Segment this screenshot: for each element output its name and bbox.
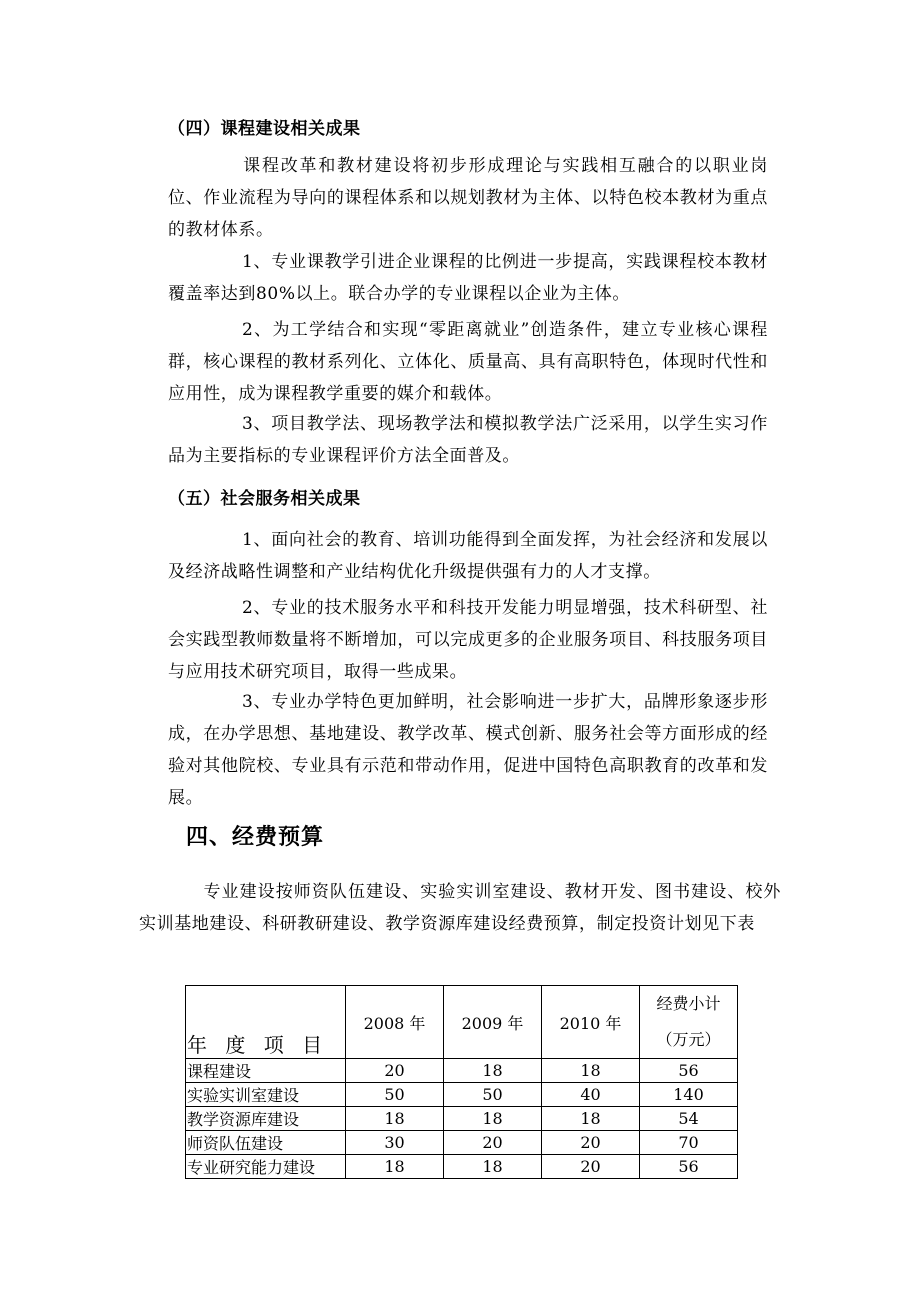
row-item: 教学资源库建设: [186, 1107, 346, 1131]
subtotal-header: [640, 986, 738, 1059]
budget-intro-text: 专业建设按师资队伍建设、实验实训室建设、教材开发、图书建设、校外实训基地建设、科研教研建设、教学资源库建设经费预算，制定投资计划见下表: [139, 882, 781, 934]
table-row: [186, 1107, 738, 1131]
service-item-1-text: 1、面向社会的教育、培训功能得到全面发挥，为社会经济和发展以及经济战略性调整和产业结构优化升级提供强有力的人才支撑。: [168, 530, 768, 582]
service-results-heading: （五）社会服务相关成果: [168, 489, 361, 509]
row-total: 56: [640, 1059, 738, 1083]
table-row: [186, 1059, 738, 1083]
row-total: 54: [640, 1107, 738, 1131]
budget-heading: 四、经费预算: [186, 825, 325, 850]
budget-table: [185, 985, 738, 1179]
service-item-3-text: 3、专业办学特色更加鲜明，社会影响进一步扩大，品牌形象逐步形成，在办学思想、基地建设、教学改革、模式创新、服务社会等方面形成的经验对其他院校、专业具有示范和带动作用，促进中国特色高职教育的改革和发展。: [168, 692, 768, 808]
row-2009: 18: [444, 1059, 542, 1083]
row-2009: 18: [444, 1155, 542, 1179]
course-item-2: [168, 314, 768, 410]
course-item-1-text: 1、专业课教学引进企业课程的比例进一步提高，实践课程校本教材覆盖率达到80%以上。联合办学的专业课程以企业为主体。: [168, 252, 768, 304]
course-item-2-text: 2、为工学结合和实现“零距离就业”创造条件，建立专业核心课程群，核心课程的教材系列化、立体化、质量高、具有高职特色，体现时代性和应用性，成为课程教学重要的媒介和载体。: [168, 320, 768, 404]
row-item: 实验实训室建设: [186, 1083, 346, 1107]
budget-intro-paragraph: [139, 876, 781, 940]
service-item-1: [168, 524, 768, 588]
row-2009: 50: [444, 1083, 542, 1107]
table-row: [186, 1155, 738, 1179]
course-item-3-text: 3、项目教学法、现场教学法和模拟教学法广泛采用，以学生实习作品为主要指标的专业课程评价方法全面普及。: [168, 414, 768, 466]
row-2008: 18: [346, 1155, 444, 1179]
year-2008-header: 2008 年: [346, 986, 444, 1059]
row-total: 70: [640, 1131, 738, 1155]
subtotal-unit: （万元）: [656, 1030, 721, 1049]
course-item-1: [168, 246, 768, 310]
row-2008: 30: [346, 1131, 444, 1155]
row-2008: 50: [346, 1083, 444, 1107]
year-2010-header: 2010 年: [542, 986, 640, 1059]
row-2010: 40: [542, 1083, 640, 1107]
row-total: 56: [640, 1155, 738, 1179]
course-intro-text: 课程改革和教材建设将初步形成理论与实践相互融合的以职业岗位、作业流程为导向的课程体系和以规划教材为主体、以特色校本教材为重点的教材体系。: [168, 156, 768, 240]
row-item: 专业研究能力建设: [186, 1155, 346, 1179]
table-row: [186, 1083, 738, 1107]
service-item-2: [168, 592, 768, 688]
course-item-3: [168, 408, 768, 472]
row-2009: 18: [444, 1107, 542, 1131]
service-item-2-text: 2、专业的技术服务水平和科技开发能力明显增强，技术科研型、社会实践型教师数量将不断增加，可以完成更多的企业服务项目、科技服务项目与应用技术研究项目，取得一些成果。: [168, 598, 768, 682]
corner-header: 年 度 项 目: [186, 986, 346, 1059]
row-item: 师资队伍建设: [186, 1131, 346, 1155]
row-2010: 20: [542, 1131, 640, 1155]
row-2010: 18: [542, 1059, 640, 1083]
row-2010: 20: [542, 1155, 640, 1179]
row-total: 140: [640, 1083, 738, 1107]
year-2009-header: 2009 年: [444, 986, 542, 1059]
subtotal-label: 经费小计: [656, 994, 721, 1013]
row-2010: 18: [542, 1107, 640, 1131]
row-item: 课程建设: [186, 1059, 346, 1083]
row-2008: 20: [346, 1059, 444, 1083]
table-header-row: [186, 986, 738, 1059]
row-2008: 18: [346, 1107, 444, 1131]
table-row: [186, 1131, 738, 1155]
course-results-heading: （四）课程建设相关成果: [168, 119, 361, 139]
row-2009: 20: [444, 1131, 542, 1155]
course-intro-paragraph: [168, 150, 768, 246]
service-item-3: [168, 686, 768, 814]
